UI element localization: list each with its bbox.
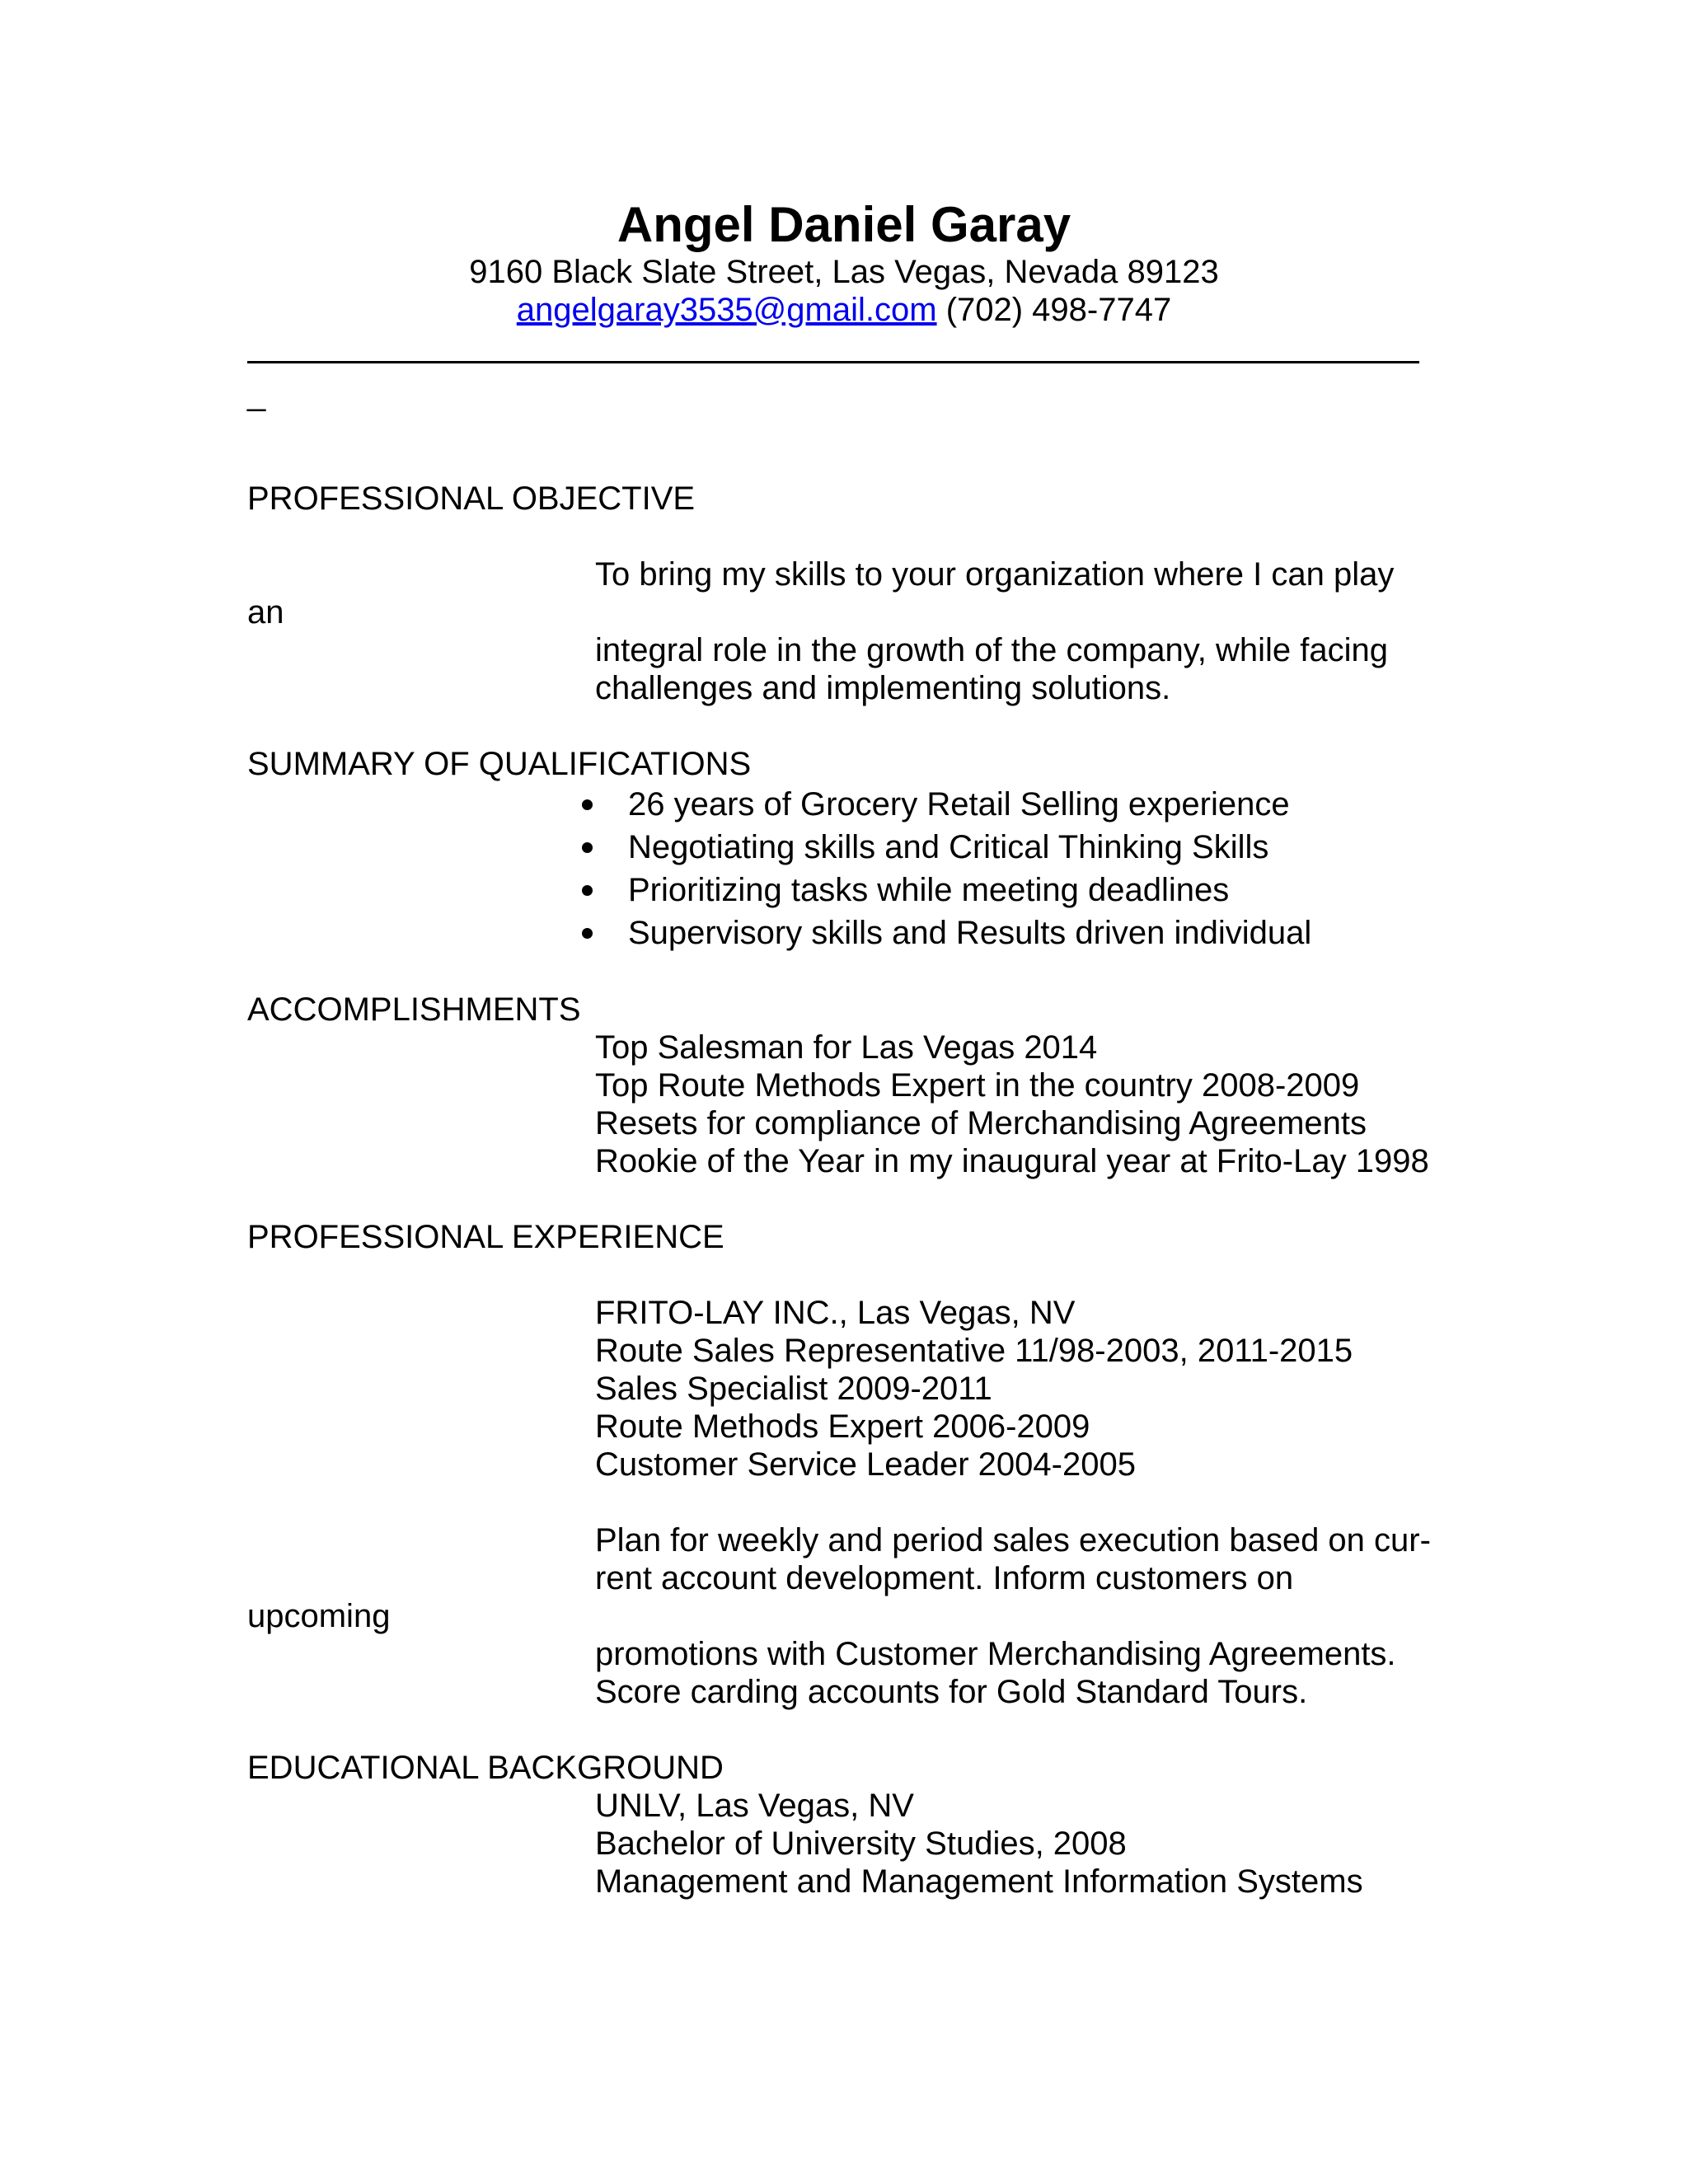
accomplishment-item: Rookie of the Year in my inaugural year at Frito-Lay 1998 xyxy=(595,1143,1429,1179)
experience-description-overflow: upcoming xyxy=(247,1598,391,1634)
header-divider xyxy=(247,361,1419,363)
accomplishment-item: Top Route Methods Expert in the country 2008-2009 xyxy=(595,1067,1360,1104)
education-line: UNLV, Las Vegas, NV xyxy=(595,1788,914,1824)
experience-description-line-3: promotions with Customer Merchandising Agreements. xyxy=(595,1636,1396,1672)
email-link[interactable]: angelgaray3535@gmail.com xyxy=(516,292,937,328)
objective-line-3: challenges and implementing solutions. xyxy=(595,670,1171,706)
qualification-item: Negotiating skills and Critical Thinking Skills xyxy=(628,829,1269,865)
bullet-icon xyxy=(582,799,593,810)
qualification-item: 26 years of Grocery Retail Selling experience xyxy=(628,786,1290,823)
candidate-name: Angel Daniel Garay xyxy=(617,197,1071,252)
qualification-item: Supervisory skills and Results driven individual xyxy=(628,915,1312,951)
objective-line-1: To bring my skills to your organization where I can play xyxy=(595,556,1395,593)
experience-description-line-2: rent account development. Inform customers on xyxy=(595,1560,1294,1596)
section-heading-objective: PROFESSIONAL OBJECTIVE xyxy=(247,480,696,517)
accomplishment-item: Top Salesman for Las Vegas 2014 xyxy=(595,1029,1098,1066)
experience-role: Route Methods Expert 2006-2009 xyxy=(595,1408,1090,1445)
address: 9160 Black Slate Street, Las Vegas, Nevada 89123 xyxy=(469,254,1219,290)
education-line: Management and Management Information Systems xyxy=(595,1863,1363,1900)
education-line: Bachelor of University Studies, 2008 xyxy=(595,1825,1127,1862)
experience-description-line-4: Score carding accounts for Gold Standard Tours. xyxy=(595,1674,1308,1710)
section-heading-qualifications: SUMMARY OF QUALIFICATIONS xyxy=(247,746,752,782)
section-heading-education: EDUCATIONAL BACKGROUND xyxy=(247,1750,724,1786)
bullet-icon xyxy=(582,928,593,939)
employer-name: FRITO-LAY INC., Las Vegas, NV xyxy=(595,1295,1076,1331)
experience-role: Sales Specialist 2009-2011 xyxy=(595,1371,992,1407)
phone-number: (702) 498-7747 xyxy=(945,292,1172,328)
bullet-icon xyxy=(582,842,593,853)
section-heading-experience: PROFESSIONAL EXPERIENCE xyxy=(247,1219,724,1255)
section-heading-accomplishments: ACCOMPLISHMENTS xyxy=(247,991,581,1028)
bullet-icon xyxy=(582,885,593,896)
contact-line xyxy=(0,291,1688,329)
objective-line-2: integral role in the growth of the company, while facing xyxy=(595,632,1389,668)
experience-role: Customer Service Leader 2004-2005 xyxy=(595,1446,1136,1483)
objective-line-overflow: an xyxy=(247,594,284,630)
divider-overflow-mark: _ xyxy=(247,376,266,412)
qualification-item: Prioritizing tasks while meeting deadlines xyxy=(628,872,1230,908)
experience-role: Route Sales Representative 11/98-2003, 2011-2015 xyxy=(595,1333,1353,1369)
experience-description-line-1: Plan for weekly and period sales execution based on cur- xyxy=(595,1522,1431,1558)
accomplishment-item: Resets for compliance of Merchandising Agreements xyxy=(595,1105,1367,1141)
